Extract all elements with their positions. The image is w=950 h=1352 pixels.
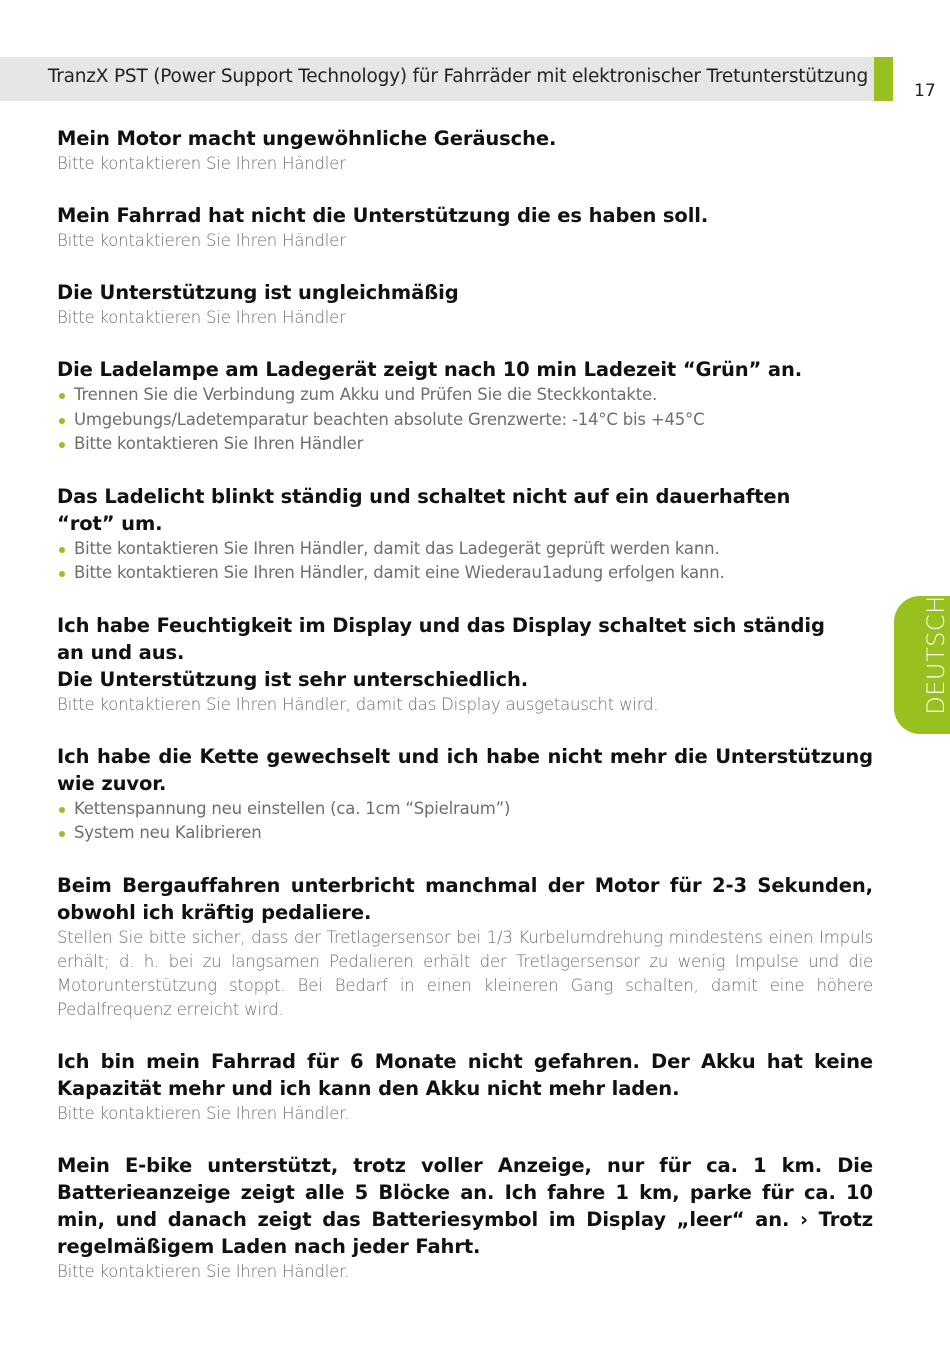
language-tab-label: DEUTSCH [922, 595, 950, 715]
bullet-text: Bitte kontaktieren Sie Ihren Händler, damit eine Wiederau1adung erfolgen kann. [74, 563, 725, 582]
list-item [57, 408, 873, 433]
faq-item [57, 483, 873, 586]
faq-question: Ich habe die Kette gewechselt und ich habe nicht mehr die Unterstützung wie zuvor. [57, 744, 873, 795]
faq-question-line: an und aus. [57, 640, 185, 664]
language-tab [894, 596, 950, 734]
faq-item [57, 279, 873, 330]
faq-question: Die Unterstützung ist ungleichmäßig [57, 281, 459, 304]
faq-answer: Bitte kontaktieren Sie Ihren Händler [57, 308, 346, 327]
bullet-dot-icon [59, 418, 65, 424]
faq-item [57, 202, 873, 253]
bullet-dot-icon [59, 393, 65, 399]
faq-question: Mein Fahrrad hat nicht die Unterstützung die es haben soll. [57, 204, 709, 227]
page-number: 17 [914, 81, 936, 101]
bullet-text: System neu Kalibrieren [74, 823, 262, 842]
header-title: TranzX PST (Power Support Technology) für Fahrräder mit elektronischer Tretunterstützung [47, 66, 868, 87]
faq-answer: Bitte kontaktieren Sie Ihren Händler, damit das Display ausgetauscht wird. [57, 694, 659, 714]
faq-question [57, 612, 873, 693]
list-item [57, 383, 873, 408]
faq-answer: Stellen Sie bitte sicher, dass der Tretlagersensor bei 1/3 Kurbelumdrehung mindestens einen Impuls erhält; d. h. bei zu langsamen Pedalieren erhält der Tretlagersensor zu wenig Impulse und die Motorunterstützung stoppt. Bei Bedarf in einen kleineren Gang schalten, damit eine höhere Pedalfrequenz erreicht wird. [57, 927, 873, 1019]
bullet-text: Kettenspannung neu einstellen (ca. 1cm “Spielraum”) [74, 798, 511, 818]
faq-question-line: “rot” um. [57, 511, 163, 535]
bullet-text: Trennen Sie die Verbindung zum Akku und Prüfen Sie die Steckkontakte. [74, 385, 658, 404]
faq-content [57, 125, 873, 1310]
faq-item [57, 612, 873, 717]
faq-question: Beim Bergauffahren unterbricht manchmal der Motor für 2-3 Sekunden, obwohl ich kräftig pedaliere. [57, 873, 873, 924]
faq-question: Mein E-bike unterstützt, trotz voller Anzeige, nur für ca. 1 km. Die Batterieanzeige zeigt alle 5 Blöcke an. Ich fahre 1 km, parke für ca. 10 min, und danach zeigt das Batteriesymbol im Display „leer“ an. › Trotz regelmäßigem Laden nach jeder Fahrt. [57, 1153, 873, 1258]
faq-question-line: Das Ladelicht blinkt ständig und schaltet nicht auf ein dauerhaften [57, 484, 791, 508]
faq-question-line: Die Unterstützung ist sehr unterschiedlich. [57, 667, 529, 691]
bullet-text: Bitte kontaktieren Sie Ihren Händler [74, 434, 364, 453]
header-accent-block [874, 57, 893, 101]
faq-bullet-list [57, 797, 873, 846]
bullet-dot-icon [59, 571, 65, 577]
faq-question [57, 483, 873, 537]
faq-bullet-list [57, 383, 873, 457]
list-item [57, 797, 873, 822]
faq-question-line: Ich habe Feuchtigkeit im Display und das Display schaltet sich ständig [57, 613, 825, 637]
bullet-dot-icon [59, 807, 65, 813]
faq-item [57, 1048, 873, 1126]
faq-bullet-list [57, 537, 873, 586]
bullet-dot-icon [59, 442, 65, 448]
faq-question: Die Ladelampe am Ladegerät zeigt nach 10 min Ladezeit “Grün” an. [57, 358, 803, 381]
faq-question: Ich bin mein Fahrrad für 6 Monate nicht gefahren. Der Akku hat keine Kapazität mehr und ich kann den Akku nicht mehr laden. [57, 1049, 873, 1100]
faq-answer: Bitte kontaktieren Sie Ihren Händler. [57, 1103, 350, 1123]
list-item [57, 537, 873, 562]
faq-answer: Bitte kontaktieren Sie Ihren Händler [57, 154, 346, 173]
list-item [57, 821, 873, 846]
faq-item [57, 1152, 873, 1284]
faq-item [57, 125, 873, 176]
faq-item [57, 356, 873, 457]
list-item [57, 561, 873, 586]
faq-item [57, 743, 873, 846]
bullet-dot-icon [59, 831, 65, 837]
list-item [57, 432, 873, 457]
bullet-text: Bitte kontaktieren Sie Ihren Händler, damit das Ladegerät geprüft werden kann. [74, 538, 720, 558]
faq-answer: Bitte kontaktieren Sie Ihren Händler. [57, 1261, 350, 1281]
faq-answer: Bitte kontaktieren Sie Ihren Händler [57, 231, 346, 250]
faq-item [57, 872, 873, 1022]
bullet-dot-icon [59, 547, 65, 553]
faq-question: Mein Motor macht ungewöhnliche Geräusche. [57, 127, 557, 150]
bullet-text: Umgebungs/Ladetemparatur beachten absolute Grenzwerte: -14°C bis +45°C [74, 409, 705, 429]
